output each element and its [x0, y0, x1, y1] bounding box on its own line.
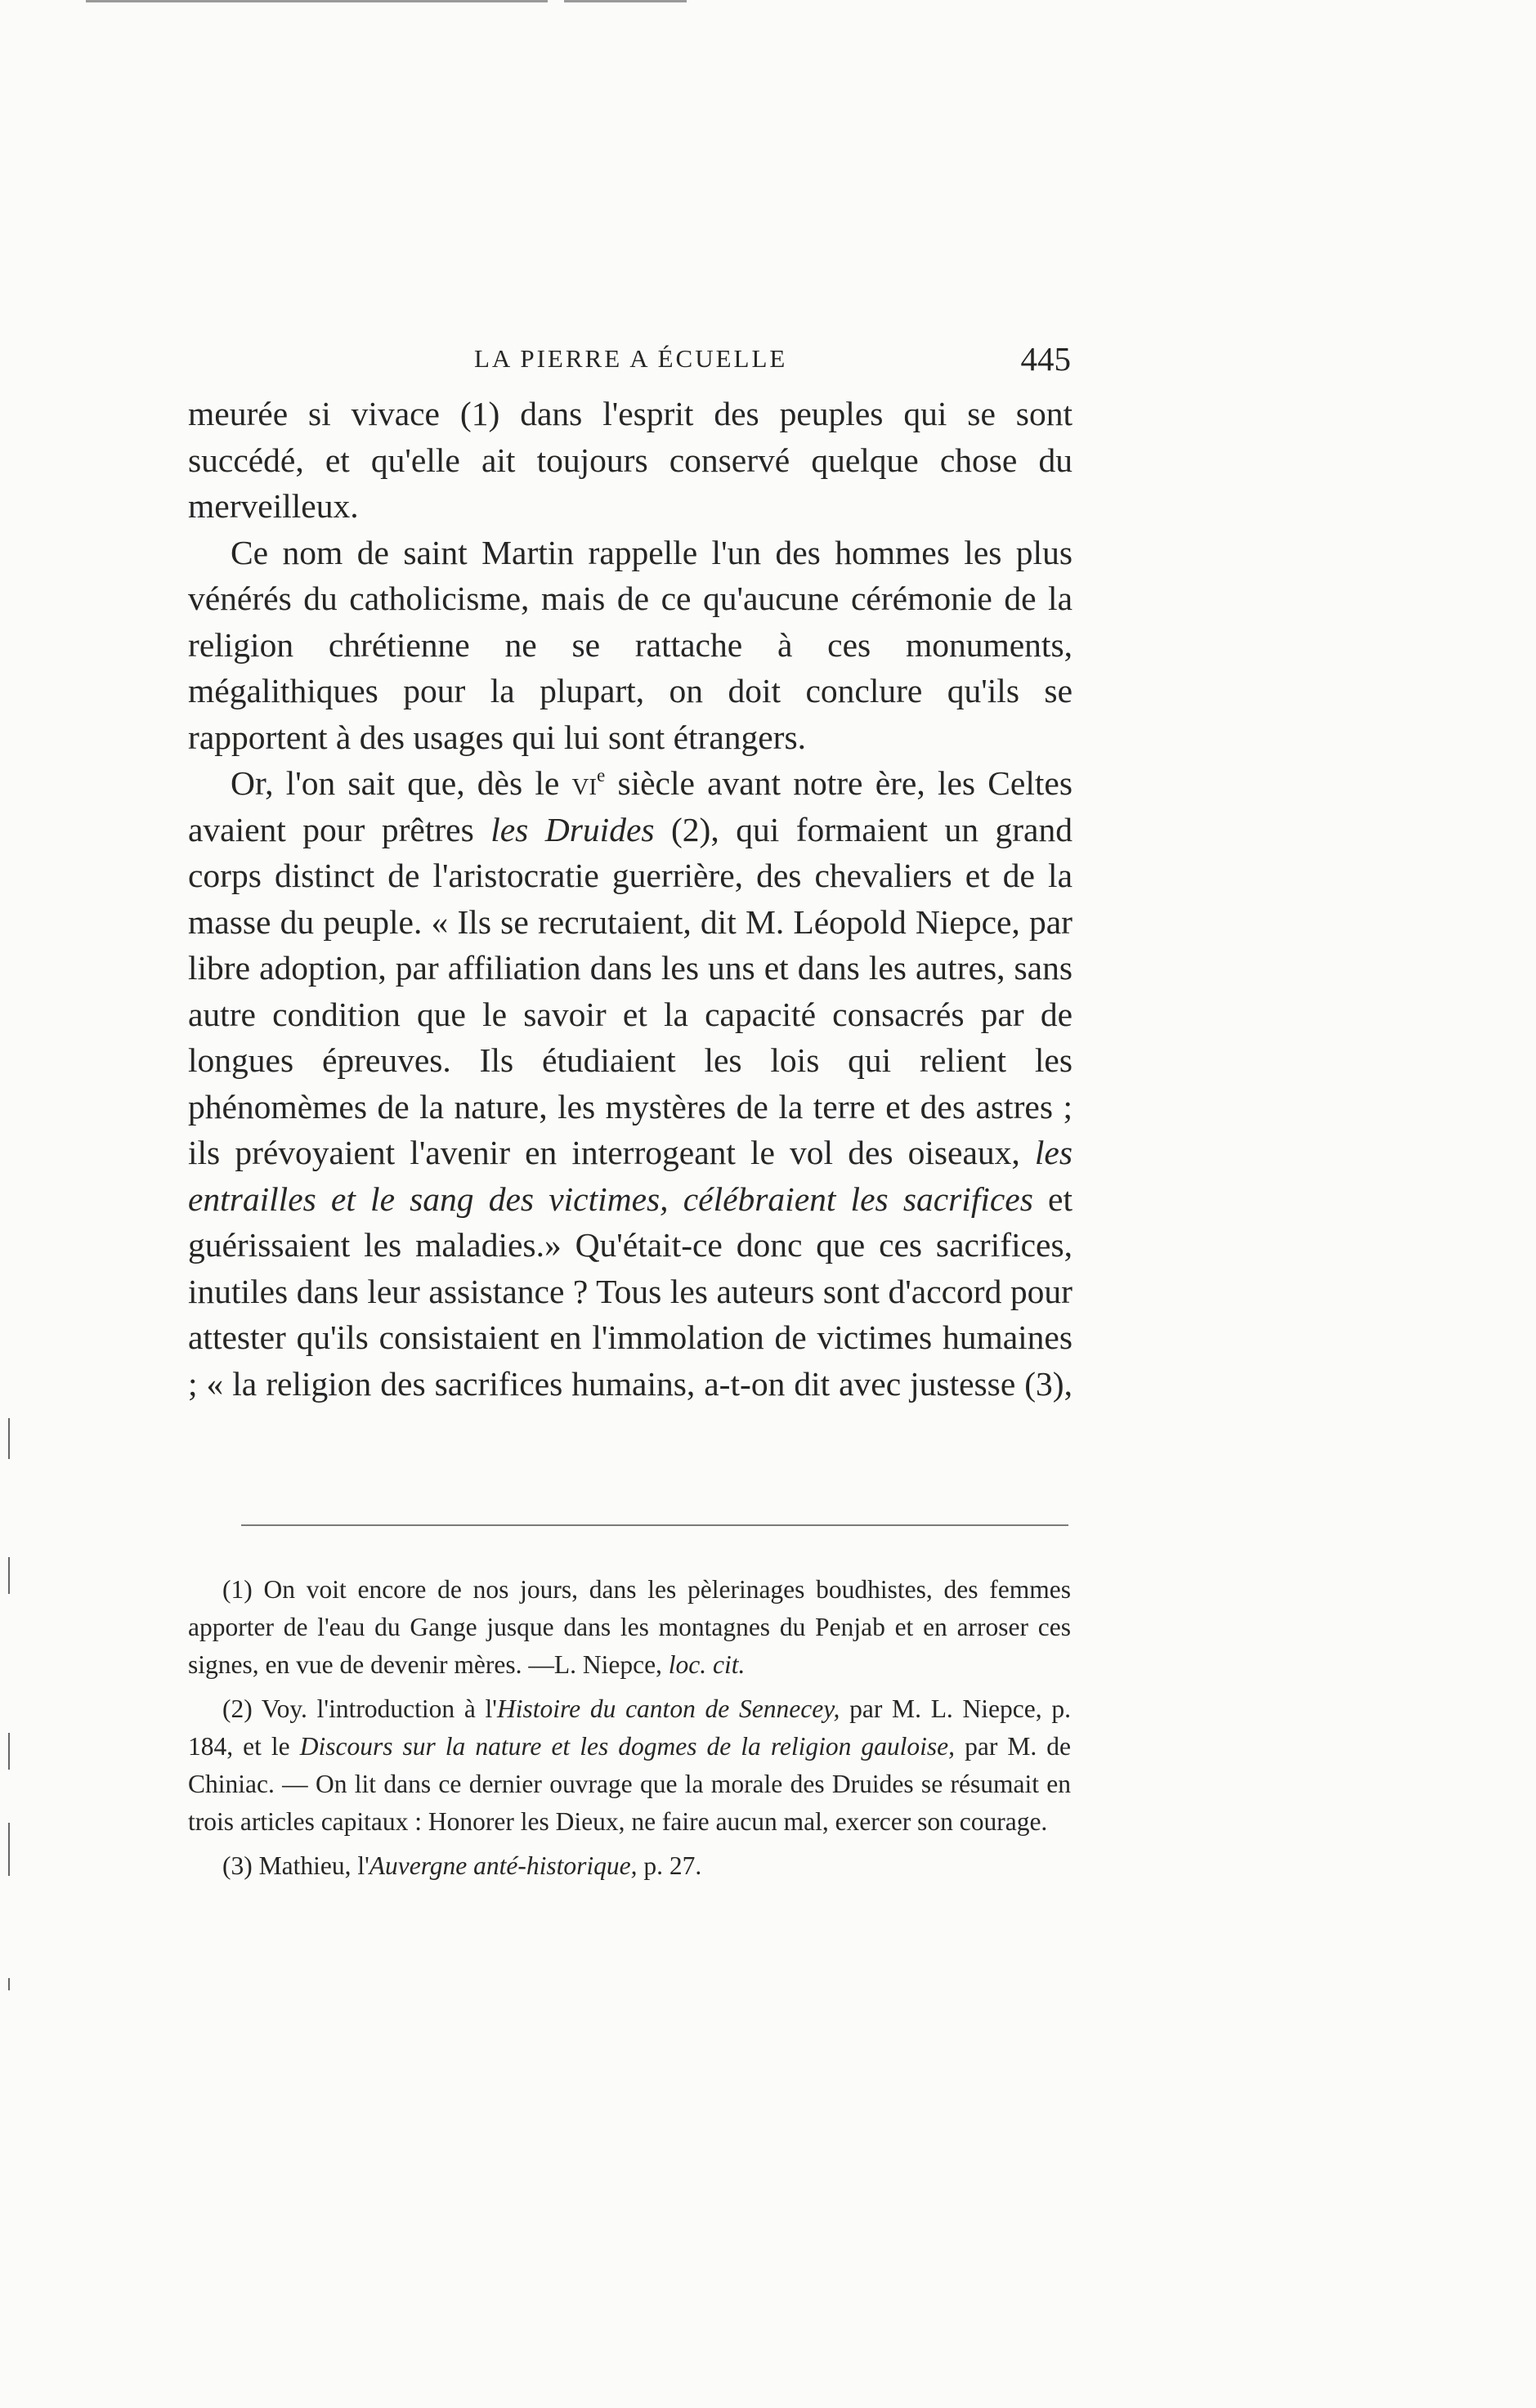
footnotes	[188, 1571, 1071, 1891]
italic-run: les entrailles et le sang des victimes, célébraient les sacrifices	[188, 1134, 1073, 1218]
scan-margin-mark	[8, 1557, 10, 1594]
paragraph: meurée si vivace (1) dans l'esprit des peuples qui se sont succédé, et qu'elle ait toujours conservé quelque chose du merveilleux.	[188, 395, 1073, 525]
footnote-1	[188, 1571, 1071, 1684]
scan-margin-mark	[8, 1733, 10, 1770]
paragraph: Ce nom de saint Martin rappelle l'un des hommes les plus vénérés du catholicisme, mais de ce qu'aucune cérémonie de la religion chrétienne ne se rattache à ces monuments, mégalithiques pour la plupart, on doit conclure qu'ils se rapportent à des usages qui lui sont étrangers.	[188, 533, 1073, 756]
text-run: (2) Voy. l'introduction à l'	[222, 1694, 497, 1723]
text-run: par M. de Chiniac. — On lit dans ce dernier ouvrage que la morale des Druides se résumait en trois articles capitaux : Honorer les Dieux, ne faire aucun mal, exercer son courage.	[188, 1732, 1071, 1836]
footnote-2	[188, 1690, 1071, 1841]
italic-run: Auvergne anté-historique,	[369, 1851, 638, 1880]
italic-run: les Druides	[490, 810, 655, 848]
paragraph	[188, 760, 1073, 1407]
page-header	[188, 339, 1071, 388]
text-run: par M. L. Niepce, p. 184, et le	[188, 1694, 1072, 1761]
page-number: 445	[1020, 340, 1071, 378]
text-run: (3) Mathieu, l'	[222, 1851, 369, 1880]
italic-run: Histoire du canton de Sennecey,	[497, 1694, 840, 1723]
text-run: siècle avant notre ère, les Celtes avaient pour prêtres	[188, 764, 1073, 848]
footnote-separator	[241, 1524, 1068, 1526]
text-run: Or, l'on sait que, dès le	[231, 764, 572, 802]
century-numeral: vi	[571, 764, 598, 802]
top-edge-rule	[564, 0, 687, 2]
scan-margin-mark	[8, 1978, 10, 1990]
scan-margin-mark	[8, 1418, 10, 1459]
text-run: p. 27.	[637, 1851, 702, 1880]
italic-run: loc. cit.	[668, 1650, 746, 1679]
italic-run: Discours sur la nature et les dogmes de la religion gauloise,	[299, 1732, 956, 1761]
superscript: e	[597, 765, 606, 786]
text-run: (1) On voit encore de nos jours, dans les pèlerinages boudhistes, des femmes apporter de l'eau du Gange jusque dans les montagnes du Penjab et en arroser ces signes, en vue de devenir mères. —L. Niepce,	[188, 1575, 1071, 1679]
top-edge-rule	[86, 0, 548, 2]
text-run: (2), qui formaient un grand corps distinct de l'aristocratie guerrière, des chevaliers et de la masse du peuple. « Ils se recrutaient, dit M. Léopold Niepce, par libre adoption, par affiliation dans les uns et dans les autres, sans autre condition que le savoir et la capacité consacrés par de longues épreuves. Ils étudiaient les lois qui relient les phénomèmes de la nature, les mystères de la terre et des astres ; ils prévoyaient l'avenir en interrogeant le vol des oiseaux,	[188, 810, 1073, 1171]
scan-margin-mark	[8, 1823, 10, 1876]
footnote-3	[188, 1847, 1071, 1885]
text-run: et guérissaient les maladies.» Qu'était-ce donc que ces sacrifices, inutiles dans leur assistance ? Tous les auteurs sont d'accord pour attester qu'ils consistaient en l'immolation de victimes humaines ; « la religion des sacrifices humains, a-t-on dit avec justesse (3),	[188, 1179, 1073, 1403]
running-head: LA PIERRE A ÉCUELLE	[474, 344, 788, 373]
main-text	[188, 391, 1073, 1407]
